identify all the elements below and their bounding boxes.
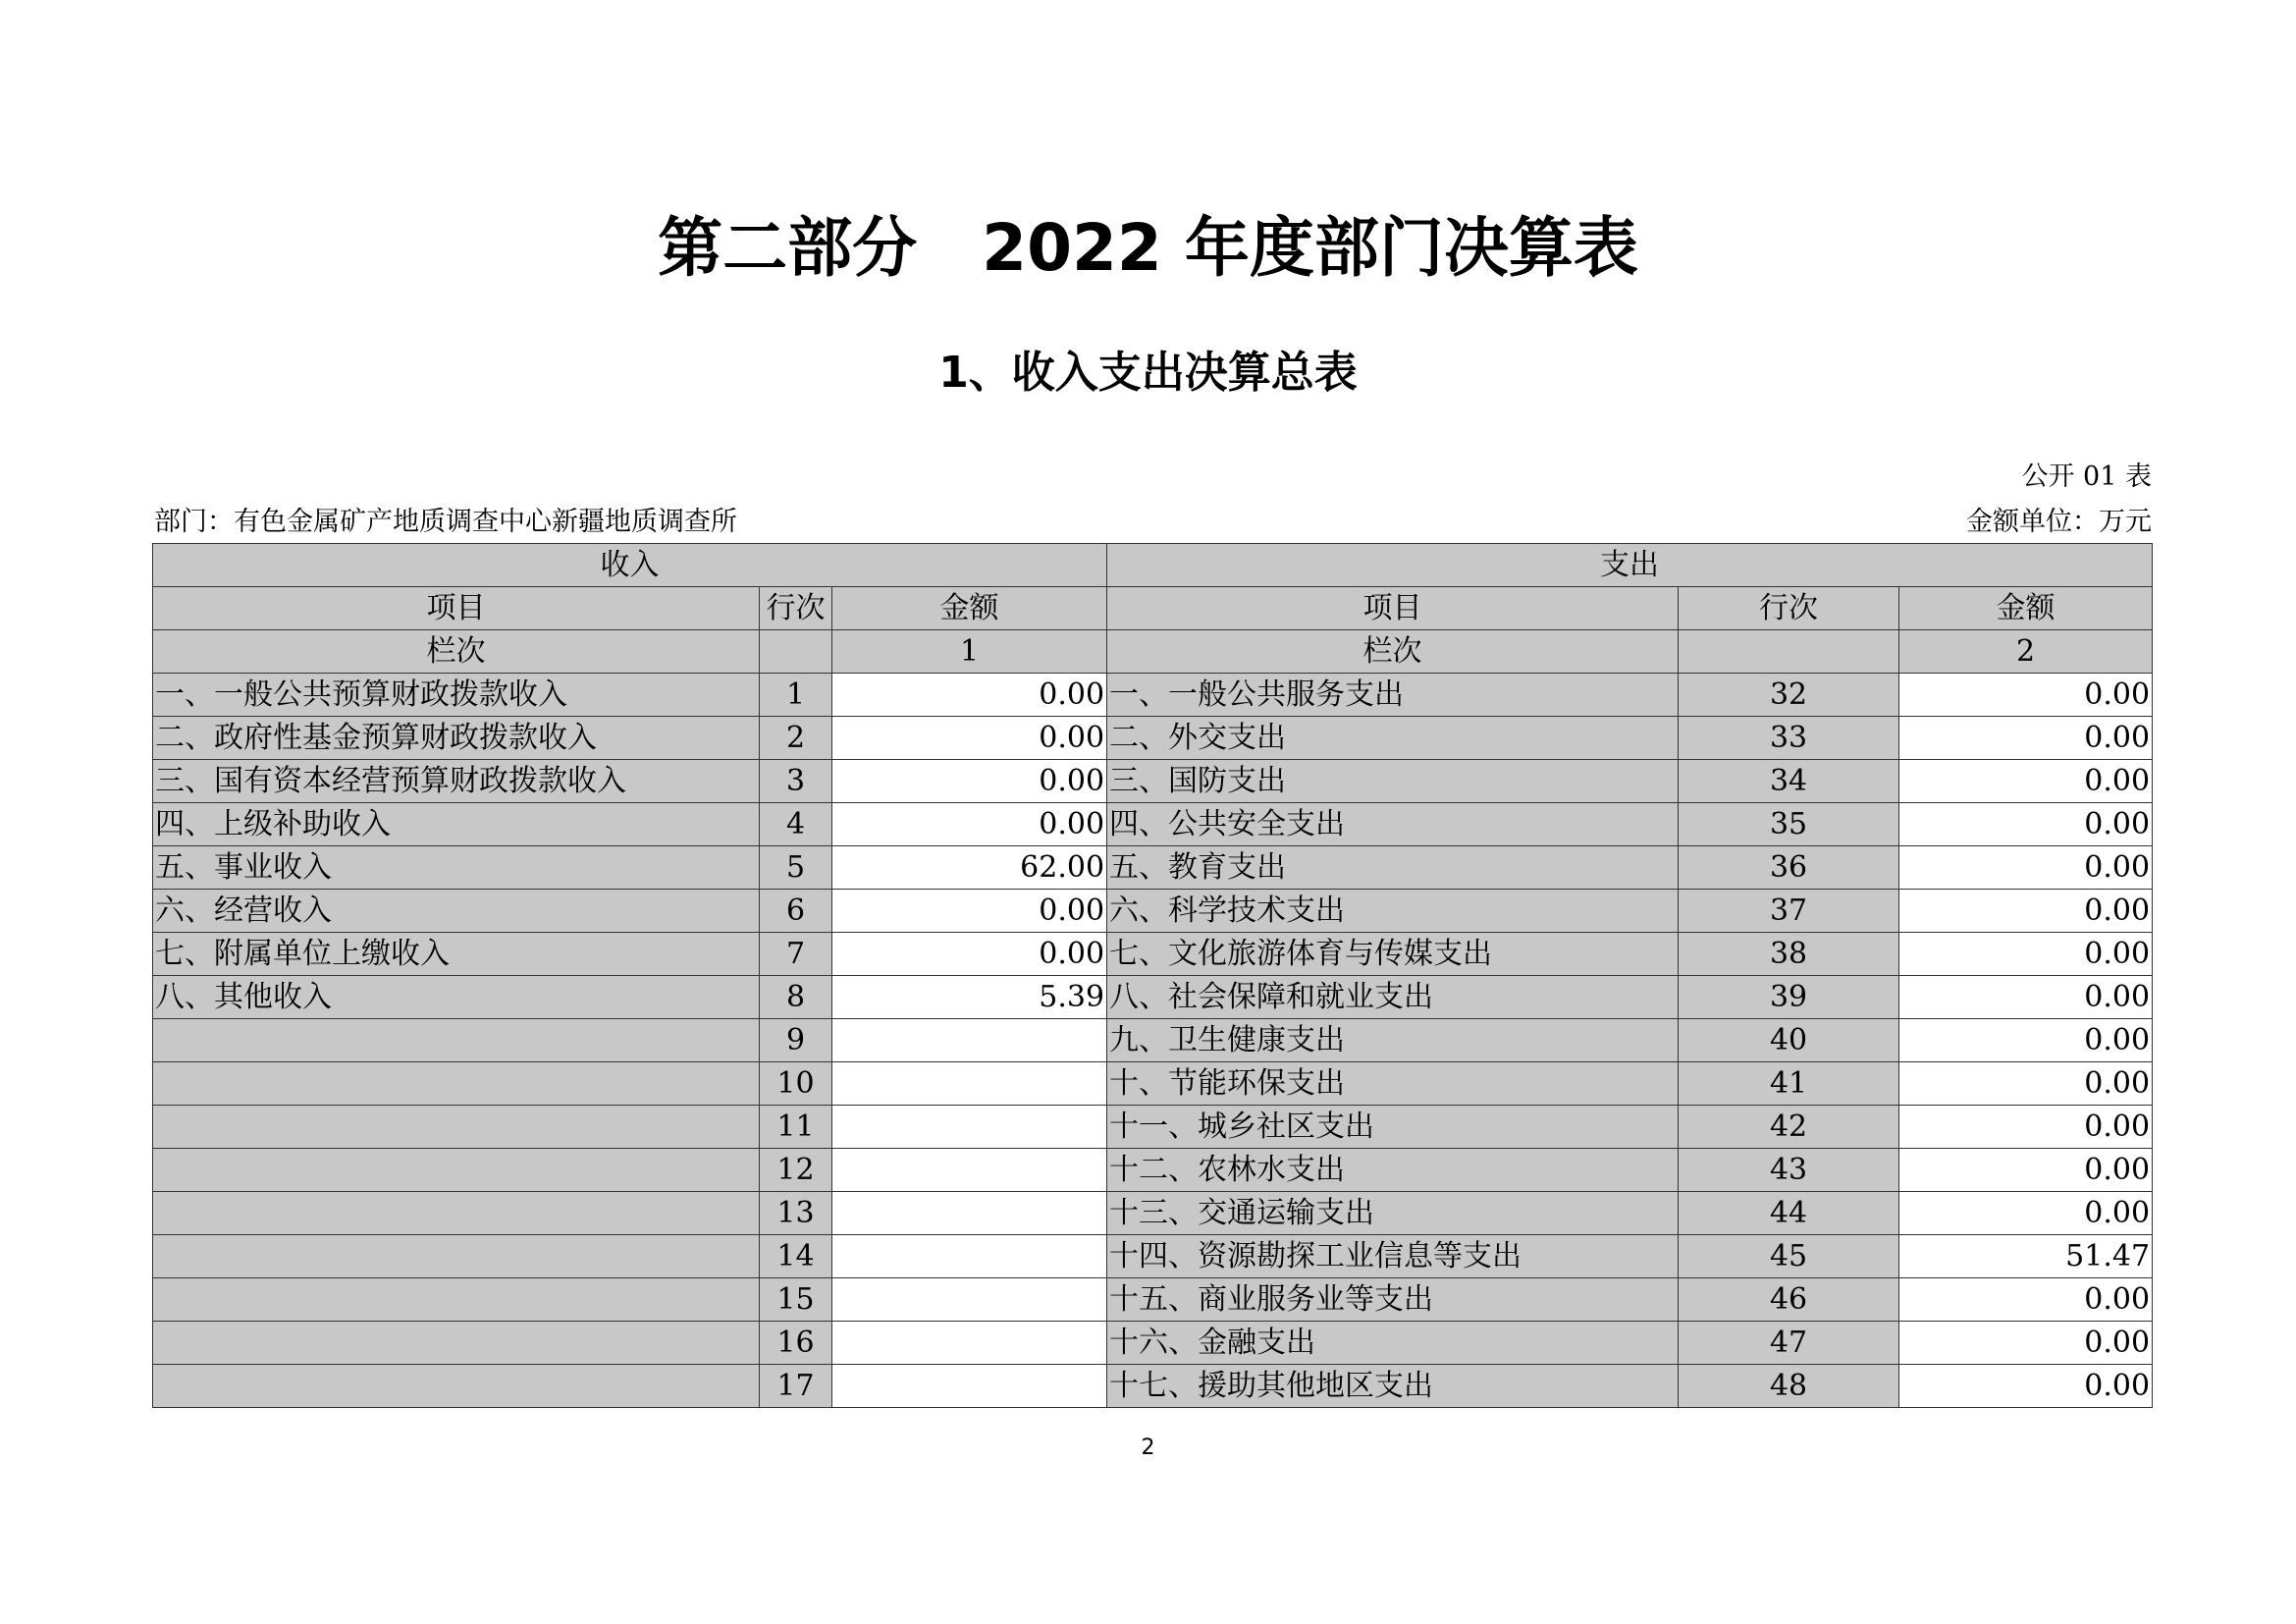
expense-item-cell: 九、卫生健康支出 — [1107, 1019, 1679, 1062]
table-row — [153, 976, 2153, 1019]
income-item-cell — [153, 1019, 760, 1062]
income-line-no-cell: 16 — [760, 1322, 832, 1365]
expense-item-cell: 十二、农林水支出 — [1107, 1149, 1679, 1192]
expense-column-no-empty — [1679, 630, 1899, 674]
income-amount-cell — [832, 1235, 1107, 1278]
expense-amount-cell: 0.00 — [1899, 674, 2153, 717]
table-row — [153, 1149, 2153, 1192]
income-line-no-cell: 12 — [760, 1149, 832, 1192]
income-amount-cell: 0.00 — [832, 760, 1107, 803]
income-item-cell — [153, 1278, 760, 1322]
expense-item-cell: 十、节能环保支出 — [1107, 1062, 1679, 1106]
expense-column-no-label: 栏次 — [1107, 630, 1679, 674]
header-row-group — [153, 544, 2153, 587]
expense-item-cell: 十五、商业服务业等支出 — [1107, 1278, 1679, 1322]
expense-line-no-cell: 33 — [1679, 717, 1899, 760]
expense-item-cell: 五、教育支出 — [1107, 846, 1679, 890]
table-row — [153, 1192, 2153, 1235]
expense-item-cell: 四、公共安全支出 — [1107, 803, 1679, 846]
income-line-no-cell: 7 — [760, 933, 832, 976]
expense-line-no-cell: 41 — [1679, 1062, 1899, 1106]
income-column-no-empty — [760, 630, 832, 674]
income-line-no-cell: 13 — [760, 1192, 832, 1235]
income-item-cell: 一、一般公共预算财政拨款收入 — [153, 674, 760, 717]
expense-item-cell: 六、科学技术支出 — [1107, 890, 1679, 933]
page-number: 2 — [1141, 1435, 1155, 1460]
income-amount-cell — [832, 1322, 1107, 1365]
expense-line-no-cell: 34 — [1679, 760, 1899, 803]
expense-amount-cell: 0.00 — [1899, 1322, 2153, 1365]
expense-line-no-cell: 42 — [1679, 1106, 1899, 1149]
table-row — [153, 1019, 2153, 1062]
table-row — [153, 846, 2153, 890]
table-row — [153, 1106, 2153, 1149]
income-amount-cell: 0.00 — [832, 717, 1107, 760]
income-amount-cell: 0.00 — [832, 674, 1107, 717]
expense-amount-cell: 0.00 — [1899, 1062, 2153, 1106]
income-item-cell: 二、政府性基金预算财政拨款收入 — [153, 717, 760, 760]
form-number: 公开 01 表 — [2021, 461, 2152, 492]
expense-line-no-cell: 47 — [1679, 1322, 1899, 1365]
expense-item-cell: 三、国防支出 — [1107, 760, 1679, 803]
page-title: 第二部分 2022 年度部门决算表 — [658, 210, 1638, 286]
income-expense-table — [152, 543, 2153, 1408]
header-row-column-numbers — [153, 630, 2153, 674]
expense-column-no: 2 — [1899, 630, 2153, 674]
income-item-cell: 七、附属单位上缴收入 — [153, 933, 760, 976]
expense-header: 支出 — [1107, 544, 2153, 587]
expense-line-no-cell: 36 — [1679, 846, 1899, 890]
expense-amount-cell: 0.00 — [1899, 1365, 2153, 1408]
expense-amount-cell: 0.00 — [1899, 1192, 2153, 1235]
income-line-no-header: 行次 — [760, 587, 832, 630]
income-line-no-cell: 5 — [760, 846, 832, 890]
expense-amount-cell: 0.00 — [1899, 717, 2153, 760]
income-item-cell: 三、国有资本经营预算财政拨款收入 — [153, 760, 760, 803]
table-row — [153, 674, 2153, 717]
expense-item-header: 项目 — [1107, 587, 1679, 630]
income-amount-cell: 0.00 — [832, 890, 1107, 933]
department-label: 部门：有色金属矿产地质调查中心新疆地质调查所 — [154, 507, 737, 537]
income-item-cell: 八、其他收入 — [153, 976, 760, 1019]
expense-line-no-cell: 32 — [1679, 674, 1899, 717]
expense-amount-cell: 0.00 — [1899, 976, 2153, 1019]
expense-line-no-cell: 40 — [1679, 1019, 1899, 1062]
table-row — [153, 933, 2153, 976]
table-row — [153, 890, 2153, 933]
income-line-no-cell: 2 — [760, 717, 832, 760]
expense-amount-cell: 0.00 — [1899, 1019, 2153, 1062]
income-line-no-cell: 3 — [760, 760, 832, 803]
income-column-no: 1 — [832, 630, 1107, 674]
expense-amount-header: 金额 — [1899, 587, 2153, 630]
income-line-no-cell: 10 — [760, 1062, 832, 1106]
table-title: 1、收入支出决算总表 — [938, 348, 1358, 398]
income-amount-cell — [832, 1192, 1107, 1235]
income-item-cell — [153, 1322, 760, 1365]
income-item-cell — [153, 1106, 760, 1149]
expense-line-no-cell: 43 — [1679, 1149, 1899, 1192]
expense-line-no-cell: 35 — [1679, 803, 1899, 846]
expense-amount-cell: 0.00 — [1899, 933, 2153, 976]
income-item-cell — [153, 1365, 760, 1408]
income-item-cell: 五、事业收入 — [153, 846, 760, 890]
income-amount-cell: 0.00 — [832, 803, 1107, 846]
income-line-no-cell: 1 — [760, 674, 832, 717]
income-item-cell — [153, 1235, 760, 1278]
expense-line-no-cell: 44 — [1679, 1192, 1899, 1235]
income-header: 收入 — [153, 544, 1107, 587]
income-amount-cell: 62.00 — [832, 846, 1107, 890]
income-line-no-cell: 6 — [760, 890, 832, 933]
income-item-cell — [153, 1062, 760, 1106]
income-item-header: 项目 — [153, 587, 760, 630]
expense-item-cell: 十一、城乡社区支出 — [1107, 1106, 1679, 1149]
expense-line-no-cell: 48 — [1679, 1365, 1899, 1408]
expense-item-cell: 一、一般公共服务支出 — [1107, 674, 1679, 717]
expense-amount-cell: 0.00 — [1899, 846, 2153, 890]
expense-item-cell: 十三、交通运输支出 — [1107, 1192, 1679, 1235]
expense-item-cell: 十七、援助其他地区支出 — [1107, 1365, 1679, 1408]
expense-amount-cell: 0.00 — [1899, 803, 2153, 846]
amount-unit-label: 金额单位：万元 — [1966, 507, 2152, 537]
expense-amount-cell: 0.00 — [1899, 890, 2153, 933]
income-amount-cell — [832, 1062, 1107, 1106]
income-amount-cell: 0.00 — [832, 933, 1107, 976]
expense-amount-cell: 0.00 — [1899, 1278, 2153, 1322]
expense-item-cell: 八、社会保障和就业支出 — [1107, 976, 1679, 1019]
expense-line-no-cell: 38 — [1679, 933, 1899, 976]
expense-amount-cell: 51.47 — [1899, 1235, 2153, 1278]
income-amount-cell — [832, 1106, 1107, 1149]
expense-line-no-header: 行次 — [1679, 587, 1899, 630]
table-row — [153, 803, 2153, 846]
income-amount-cell — [832, 1149, 1107, 1192]
expense-item-cell: 十六、金融支出 — [1107, 1322, 1679, 1365]
income-line-no-cell: 11 — [760, 1106, 832, 1149]
income-column-no-label: 栏次 — [153, 630, 760, 674]
expense-amount-cell: 0.00 — [1899, 1149, 2153, 1192]
income-amount-cell — [832, 1278, 1107, 1322]
expense-line-no-cell: 46 — [1679, 1278, 1899, 1322]
expense-item-cell: 十四、资源勘探工业信息等支出 — [1107, 1235, 1679, 1278]
income-amount-cell — [832, 1019, 1107, 1062]
table-row — [153, 1235, 2153, 1278]
table-row — [153, 717, 2153, 760]
income-amount-header: 金额 — [832, 587, 1107, 630]
expense-item-cell: 二、外交支出 — [1107, 717, 1679, 760]
header-row-columns — [153, 587, 2153, 630]
income-amount-cell: 5.39 — [832, 976, 1107, 1019]
table-row — [153, 1062, 2153, 1106]
expense-line-no-cell: 45 — [1679, 1235, 1899, 1278]
expense-amount-cell: 0.00 — [1899, 1106, 2153, 1149]
expense-amount-cell: 0.00 — [1899, 760, 2153, 803]
expense-line-no-cell: 37 — [1679, 890, 1899, 933]
income-line-no-cell: 17 — [760, 1365, 832, 1408]
income-item-cell: 六、经营收入 — [153, 890, 760, 933]
table-row — [153, 1365, 2153, 1408]
income-item-cell: 四、上级补助收入 — [153, 803, 760, 846]
income-line-no-cell: 15 — [760, 1278, 832, 1322]
table-row — [153, 1278, 2153, 1322]
expense-line-no-cell: 39 — [1679, 976, 1899, 1019]
income-item-cell — [153, 1149, 760, 1192]
income-amount-cell — [832, 1365, 1107, 1408]
table-row — [153, 760, 2153, 803]
expense-item-cell: 七、文化旅游体育与传媒支出 — [1107, 933, 1679, 976]
income-line-no-cell: 9 — [760, 1019, 832, 1062]
table-row — [153, 1322, 2153, 1365]
income-item-cell — [153, 1192, 760, 1235]
income-line-no-cell: 14 — [760, 1235, 832, 1278]
income-line-no-cell: 8 — [760, 976, 832, 1019]
income-line-no-cell: 4 — [760, 803, 832, 846]
